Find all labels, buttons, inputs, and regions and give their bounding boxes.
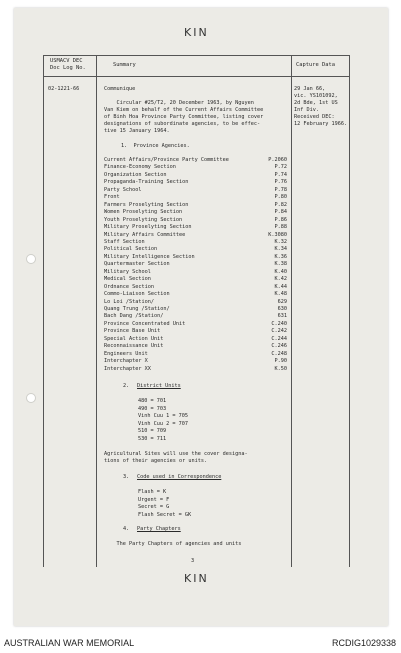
section-4-number: 4.: [123, 526, 130, 532]
item-code: C.240: [271, 320, 287, 327]
item-name: Military School: [104, 268, 151, 275]
district-unit: Vinh Cuu 2 = 707: [138, 420, 188, 427]
item-name: Quang Trung /Station/: [104, 306, 170, 312]
item-name: Front: [104, 194, 120, 201]
item-code: K.40: [274, 268, 287, 275]
item-code: C.242: [271, 328, 287, 335]
item-name: Youth Proselyting Section: [104, 216, 183, 223]
item-name: Party School: [104, 186, 142, 193]
section-4-text: The Party Chapters of agencies and units: [104, 541, 242, 547]
footer-record-id: RCDIG1029338: [331, 638, 396, 648]
section-4-title: Party Chapters: [137, 526, 181, 532]
item-code: P.78: [274, 186, 287, 193]
item-name: Women Proselyting Section: [104, 209, 183, 216]
section-2-number: 2.: [123, 383, 130, 389]
doc-log-number: 02-1221-66: [48, 86, 80, 92]
item-code: P.86: [274, 216, 287, 223]
item-code: P.88: [274, 224, 287, 231]
code-entry: Flash = K: [138, 489, 167, 495]
agri-note-1: Agricultural Sites will use the cover designa-: [104, 451, 248, 457]
item-code: K.42: [274, 276, 287, 283]
item-name: Farmers Proselyting Section: [104, 201, 189, 208]
item-name: Engineers Unit: [104, 350, 148, 357]
item-name: Organization Section: [104, 171, 167, 178]
district-unit: 510 = 709: [138, 428, 167, 435]
header-summary: Summary: [113, 62, 136, 68]
table-top-rule: [43, 55, 349, 56]
item-name: Military Intelligence Section: [104, 253, 195, 260]
district-unit: 530 = 711: [138, 436, 167, 442]
item-code: K.3080: [268, 231, 287, 238]
item-name: Propaganda-Training Section: [104, 179, 189, 186]
item-code: K.50: [274, 365, 287, 372]
stamp-bottom: KIN: [184, 572, 209, 585]
item-name: Province Concentrated Unit: [104, 320, 186, 327]
column-divider: [96, 55, 97, 567]
item-name: Lo Loi /Station/: [104, 298, 154, 305]
section-2-title: District Units: [137, 383, 181, 389]
item-name: Current Affairs/Province Party Committee: [104, 157, 229, 163]
code-entry: Secret = G: [138, 504, 170, 511]
item-name: Commo-Liaison Section: [104, 291, 170, 298]
item-name: Special Action Unit: [104, 335, 164, 342]
item-code: K.38: [274, 261, 287, 268]
item-name: Staff Section: [104, 238, 145, 245]
item-code: P.82: [274, 201, 287, 208]
column-divider: [291, 55, 292, 567]
item-code: 631: [277, 313, 287, 320]
item-name: Finance-Economy Section: [104, 164, 176, 171]
district-unit: 480 = 701: [138, 398, 167, 404]
item-name: Military Affairs Committee: [104, 231, 186, 238]
item-code: C.248: [271, 350, 287, 357]
punch-hole: [26, 254, 36, 264]
document-title: Communique: [104, 86, 136, 92]
item-name: Medical Section: [104, 276, 151, 283]
item-code: K.34: [274, 246, 287, 253]
item-name: Interchapter X: [104, 358, 148, 365]
item-code: P.74: [274, 171, 287, 178]
district-unit: Vinh Cuu 1 = 705: [138, 413, 188, 420]
item-code: 629: [277, 298, 287, 305]
item-code: P.2060: [268, 157, 287, 163]
item-code: C.244: [271, 335, 287, 342]
item-code: P.72: [274, 164, 287, 171]
item-code: P.90: [274, 358, 287, 365]
item-name: Interchapter XX: [104, 365, 151, 372]
agri-note-2: tions of their agencies or units.: [104, 458, 208, 464]
header-capture-data: Capture Data: [296, 62, 335, 68]
item-code: P.80: [274, 194, 287, 201]
page-number: 3: [191, 558, 195, 564]
item-code: 630: [277, 306, 287, 312]
code-entry: Urgent = F: [138, 496, 170, 503]
item-code: K.36: [274, 253, 287, 260]
stamp-top: KIN: [184, 26, 209, 39]
item-code: P.76: [274, 179, 287, 186]
table-left-border: [43, 55, 44, 567]
punch-hole: [26, 393, 36, 403]
section-1-title: 1. Province Agencies.: [121, 143, 190, 149]
item-name: Military Proselyting Section: [104, 224, 192, 231]
code-entry: Flash Secret = GK: [138, 511, 192, 518]
table-header-rule: [43, 76, 349, 77]
table-right-border: [349, 55, 350, 567]
header-doc-log-1: USMACV DEC: [50, 58, 83, 64]
item-code: K.48: [274, 291, 287, 298]
header-doc-log-2: Doc Log No.: [50, 65, 86, 71]
district-unit: 490 = 703: [138, 405, 167, 412]
item-code: C.246: [271, 343, 287, 350]
section-3-title: Code used in Correspondence: [137, 474, 222, 480]
item-name: Quartermaster Section: [104, 261, 170, 268]
item-code: K.32: [274, 238, 287, 245]
item-code: K.44: [274, 283, 287, 290]
item-name: Bach Dang /Station/: [104, 313, 164, 320]
item-name: Reconnaissance Unit: [104, 343, 164, 350]
item-name: Province Base Unit: [104, 328, 161, 335]
item-name: Ordnance Section: [104, 283, 154, 290]
item-name: Political Section: [104, 246, 158, 253]
footer-archive-name: AUSTRALIAN WAR MEMORIAL: [4, 638, 135, 648]
item-code: P.84: [274, 209, 287, 216]
section-3-number: 3.: [123, 474, 130, 480]
